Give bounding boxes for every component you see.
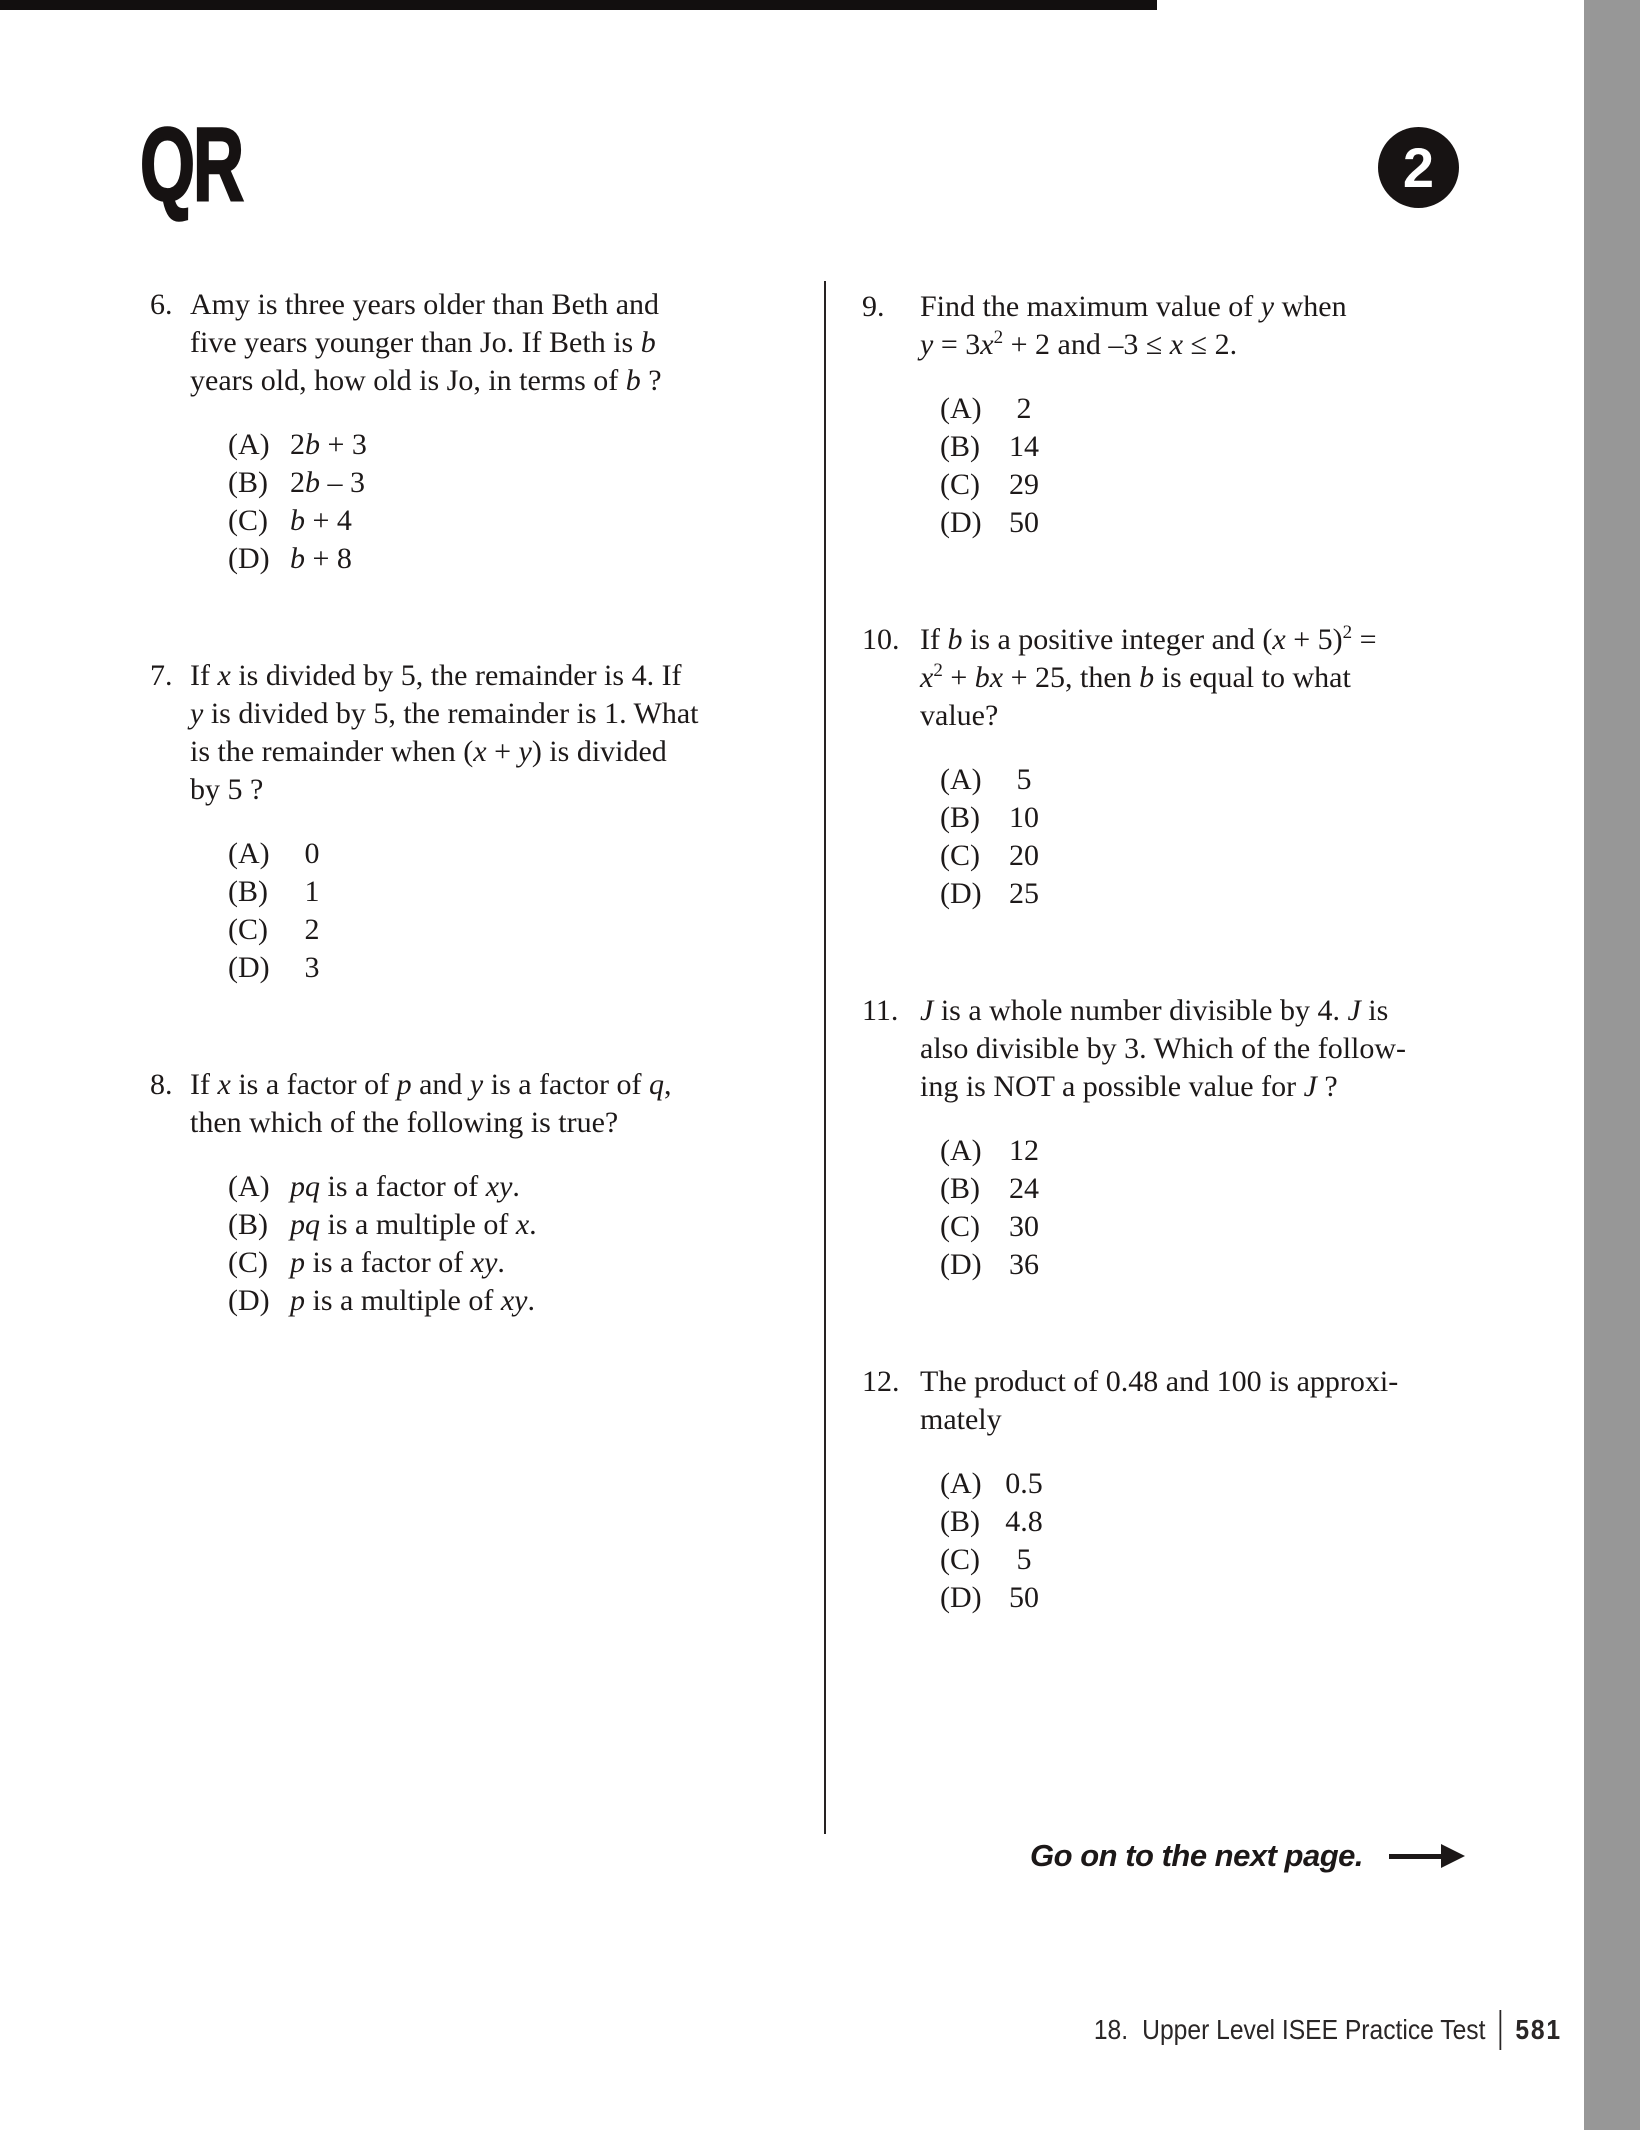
answer-options — [190, 426, 800, 578]
answer-option-label: (D) — [940, 877, 982, 910]
answer-option-label: (A) — [940, 392, 982, 425]
answer-option-row — [920, 799, 1562, 837]
answer-option-row — [920, 1503, 1562, 1541]
answer-option-value: 12 — [1009, 1134, 1039, 1167]
answer-option-label: (D) — [228, 1284, 270, 1317]
question-number: 8. — [150, 1068, 173, 1101]
question-stem-line: then which of the following is true? — [190, 1106, 619, 1139]
question-block — [862, 621, 1562, 913]
question-stem-line: ing is NOT a possible value for J ? — [920, 1070, 1338, 1103]
question-block — [150, 286, 800, 578]
question-stem-line: If x is a factor of p and y is a factor of q, — [190, 1068, 672, 1101]
answer-option-row — [190, 502, 800, 540]
answer-options — [920, 1465, 1562, 1617]
answer-option-row — [920, 1541, 1562, 1579]
answer-option-row — [920, 466, 1562, 504]
answer-options — [920, 761, 1562, 913]
page-edge-gray-bar — [1584, 0, 1640, 2130]
answer-option-row — [190, 1282, 800, 1320]
section-number-badge — [1378, 127, 1459, 208]
answer-option-row — [190, 1206, 800, 1244]
answer-option-value: 3 — [304, 951, 320, 984]
question-stem-line: $x^2$ + bx + 25, then b is equal to what — [920, 660, 1351, 694]
answer-option-value: 50 — [1009, 506, 1039, 539]
answer-option-row — [920, 1465, 1562, 1503]
answer-option-label: (C) — [940, 468, 980, 501]
answer-options — [920, 1132, 1562, 1284]
question-stem-line: J is a whole number divisible by 4. J is — [920, 994, 1389, 1027]
answer-option-row — [190, 540, 800, 578]
answer-options — [190, 835, 800, 987]
footer-chapter-number: 18. — [1094, 2014, 1129, 2045]
answer-option-value: b + 4 — [290, 504, 352, 537]
answer-option-label: (A) — [940, 1134, 982, 1167]
question-stem-line: also divisible by 3. Which of the follow- — [920, 1032, 1407, 1065]
answer-option-row — [190, 464, 800, 502]
question-block — [862, 992, 1562, 1284]
answer-option-row — [190, 949, 800, 987]
question-block — [150, 657, 800, 987]
question-body — [920, 288, 1562, 542]
question-body — [920, 621, 1562, 913]
answer-option-label: (C) — [228, 913, 268, 946]
section-title: QR — [140, 107, 242, 223]
answer-option-label: (C) — [228, 1246, 268, 1279]
answer-option-row — [920, 837, 1562, 875]
question-stem-line: y is divided by 5, the remainder is 1. What — [190, 697, 699, 730]
question-stem-line: years old, how old is Jo, in terms of b ? — [190, 364, 662, 397]
question-stem-line: five years younger than Jo. If Beth is b — [190, 326, 656, 359]
answer-option-label: (B) — [228, 875, 268, 908]
question-stem-line: $y = 3x^2 + 2$ and –3 ≤ x ≤ 2. — [920, 327, 1238, 361]
answer-option-label: (C) — [940, 1210, 980, 1243]
answer-option-row — [190, 1168, 800, 1206]
answer-option-value: pq is a factor of xy. — [290, 1170, 520, 1203]
answer-option-label: (A) — [228, 428, 270, 461]
answer-option-label: (D) — [940, 1581, 982, 1614]
answer-option-value: 30 — [1009, 1210, 1039, 1243]
answer-option-row — [190, 911, 800, 949]
answer-option-row — [920, 1208, 1562, 1246]
question-body — [920, 992, 1562, 1284]
answer-option-row — [190, 426, 800, 464]
answer-option-row — [190, 835, 800, 873]
answer-option-row — [920, 1132, 1562, 1170]
answer-option-label: (D) — [228, 951, 270, 984]
answer-option-label: (C) — [228, 504, 268, 537]
question-body — [190, 1066, 800, 1320]
question-number: 6. — [150, 288, 173, 321]
question-stem-line: value? — [920, 699, 999, 732]
answer-option-value: 24 — [1009, 1172, 1039, 1205]
question-block — [862, 1363, 1562, 1617]
question-body — [190, 286, 800, 578]
answer-option-value: pq is a multiple of x. — [290, 1208, 537, 1241]
answer-option-row — [920, 1170, 1562, 1208]
answer-option-row — [920, 1246, 1562, 1284]
answer-option-row — [920, 1579, 1562, 1617]
answer-option-value: 0.5 — [1005, 1467, 1043, 1500]
answer-option-row — [190, 873, 800, 911]
next-page-arrow-icon — [1389, 1844, 1465, 1868]
answer-option-value: 5 — [1016, 1543, 1032, 1576]
question-number: 12. — [862, 1365, 900, 1398]
answer-options — [190, 1168, 800, 1320]
answer-option-value: 50 — [1009, 1581, 1039, 1614]
answer-option-value: 14 — [1009, 430, 1039, 463]
answer-option-row — [920, 428, 1562, 466]
question-stem-line: Amy is three years older than Beth and — [190, 288, 660, 321]
answer-option-row — [920, 504, 1562, 542]
answer-option-row — [920, 390, 1562, 428]
answer-option-label: (A) — [940, 763, 982, 796]
answer-option-value: 4.8 — [1005, 1505, 1043, 1538]
section-number: 2 — [1402, 136, 1435, 199]
answer-option-row — [920, 761, 1562, 799]
footer-page-number: 581 — [1515, 2014, 1562, 2045]
answer-option-value: 5 — [1016, 763, 1032, 796]
answer-option-value: 29 — [1009, 468, 1039, 501]
question-block — [150, 1066, 800, 1320]
question-stem-line: If b is a positive integer and $(x + 5)^2$ = — [920, 622, 1377, 656]
answer-option-row — [190, 1244, 800, 1282]
question-stem-line: The product of 0.48 and 100 is approxi- — [920, 1365, 1399, 1398]
answer-option-value: b + 8 — [290, 542, 352, 575]
top-black-bar — [0, 0, 1157, 10]
answer-option-value: 2 — [1016, 392, 1032, 425]
answer-option-label: (B) — [940, 1505, 980, 1538]
answer-option-label: (C) — [940, 1543, 980, 1576]
answer-option-label: (A) — [228, 837, 270, 870]
answer-option-value: 2 — [304, 913, 320, 946]
question-block — [862, 288, 1562, 542]
answer-option-row — [920, 875, 1562, 913]
answer-option-label: (D) — [228, 542, 270, 575]
question-number: 7. — [150, 659, 173, 692]
go-on-instruction — [1030, 1838, 1465, 1874]
question-stem-line: Find the maximum value of y when — [920, 290, 1347, 323]
answer-option-label: (D) — [940, 506, 982, 539]
go-on-text: Go on to the next page. — [1030, 1838, 1363, 1873]
footer-separator — [1500, 2010, 1502, 2050]
answer-option-label: (A) — [228, 1170, 270, 1203]
answer-option-value: 1 — [304, 875, 320, 908]
answer-option-value: 10 — [1009, 801, 1039, 834]
question-number: 11. — [862, 994, 899, 1027]
question-body — [920, 1363, 1562, 1617]
answer-option-value: 25 — [1009, 877, 1039, 910]
left-question-column — [150, 286, 800, 1399]
answer-option-label: (D) — [940, 1248, 982, 1281]
answer-option-value: p is a multiple of xy. — [290, 1284, 535, 1317]
answer-option-label: (B) — [228, 1208, 268, 1241]
answer-option-label: (B) — [940, 430, 980, 463]
answer-option-label: (B) — [940, 801, 980, 834]
question-number: 10. — [862, 623, 900, 656]
answer-option-label: (C) — [940, 839, 980, 872]
answer-option-value: 2b – 3 — [290, 466, 365, 499]
question-stem-line: mately — [920, 1403, 1002, 1436]
right-question-column — [862, 288, 1562, 1696]
answer-option-value: 36 — [1009, 1248, 1039, 1281]
answer-option-value: p is a factor of xy. — [290, 1246, 505, 1279]
footer-book-title: Upper Level ISEE Practice Test — [1142, 2014, 1486, 2045]
answer-option-label: (B) — [940, 1172, 980, 1205]
question-stem-line: If x is divided by 5, the remainder is 4. If — [190, 659, 682, 692]
question-stem-line: by 5 ? — [190, 773, 264, 806]
answer-option-label: (B) — [228, 466, 268, 499]
answer-option-label: (A) — [940, 1467, 982, 1500]
question-body — [190, 657, 800, 987]
column-divider-rule — [824, 281, 826, 1834]
answer-options — [920, 390, 1562, 542]
page-footer — [1094, 2010, 1562, 2050]
answer-option-value: 2b + 3 — [290, 428, 367, 461]
answer-option-value: 20 — [1009, 839, 1039, 872]
answer-option-value: 0 — [304, 837, 320, 870]
question-stem-line: is the remainder when (x + y) is divided — [190, 735, 667, 768]
question-number: 9. — [862, 290, 885, 323]
